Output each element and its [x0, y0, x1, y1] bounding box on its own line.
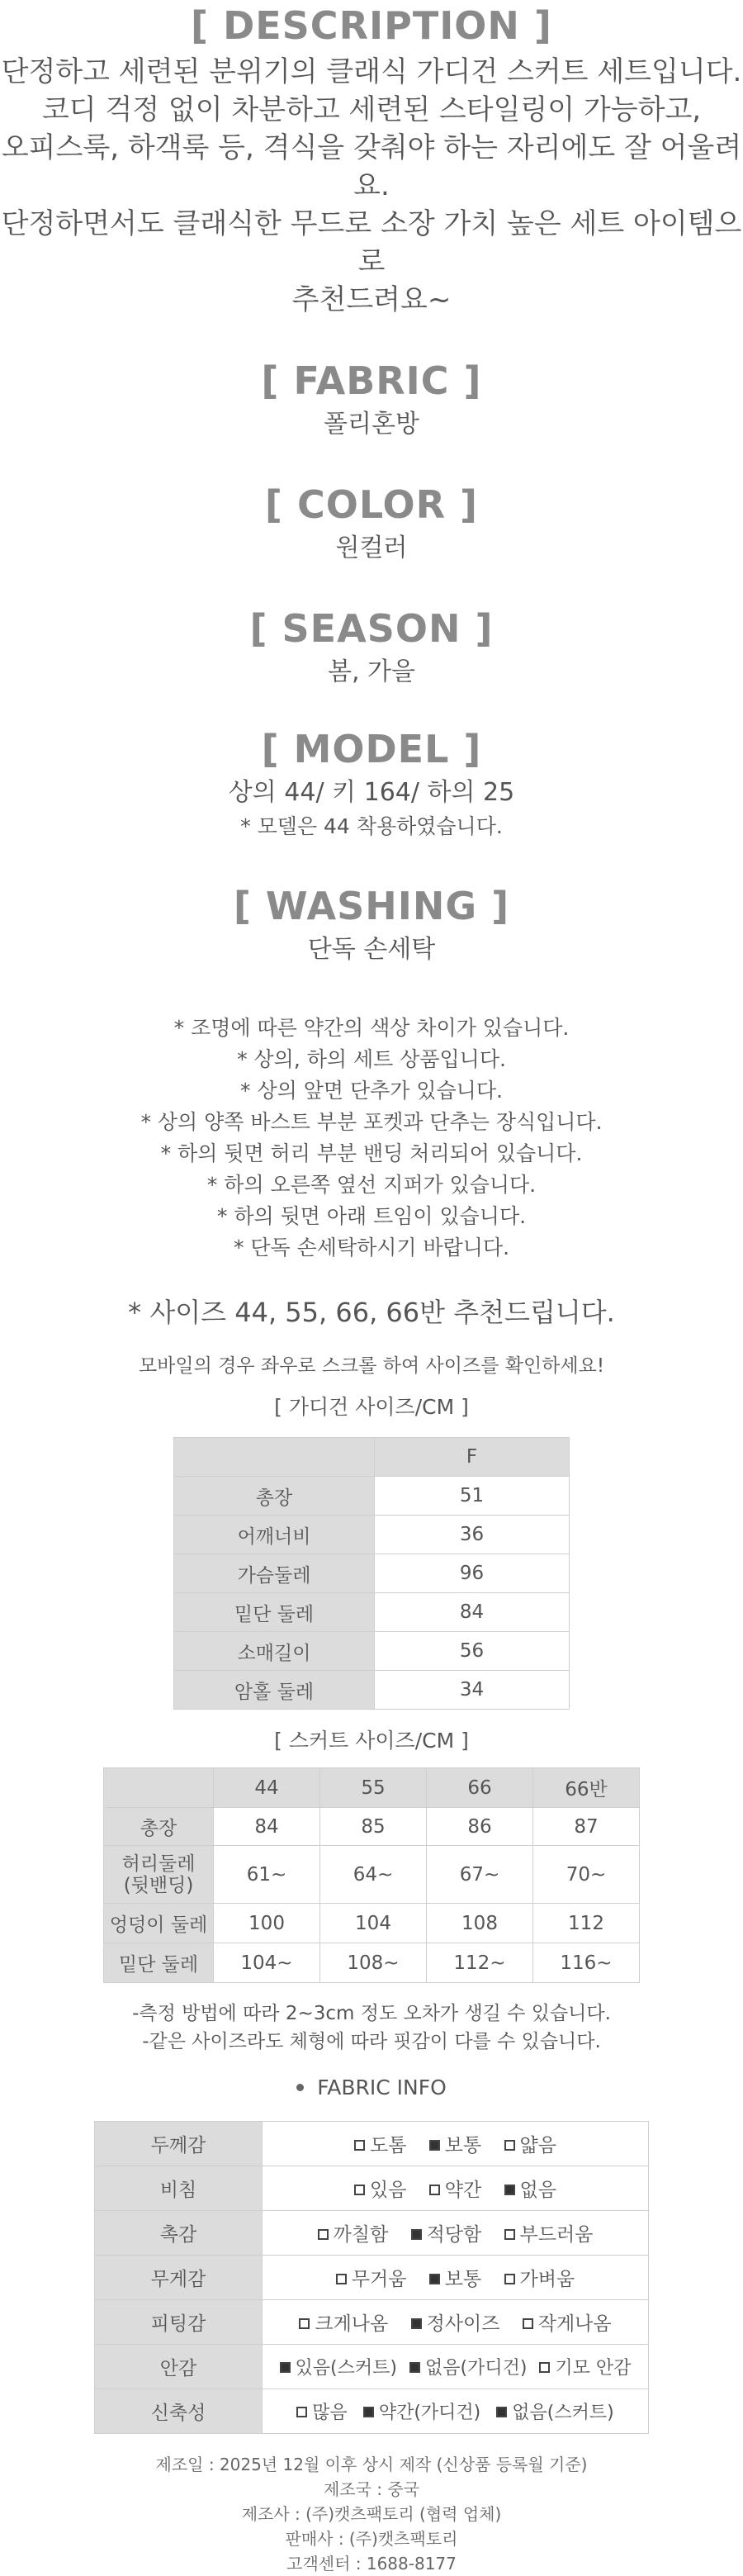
table-row	[174, 1671, 570, 1710]
model-section	[0, 727, 743, 842]
option-label: 기모 안감	[555, 2358, 632, 2379]
checkbox-empty-icon	[299, 2318, 310, 2329]
checkbox-filled-icon	[411, 2318, 422, 2329]
cell-value: 36	[375, 1516, 570, 1554]
column-header: 55	[320, 1768, 427, 1808]
cell-value: 85	[320, 1808, 427, 1846]
cell-value: 100	[214, 1904, 320, 1943]
size-recommendation: * 사이즈 44, 55, 66, 66반 추천드립니다.	[128, 1297, 615, 1328]
fabric-info-row	[95, 2166, 649, 2211]
cell-value: 84	[375, 1593, 570, 1632]
option-label: 부드러움	[519, 2224, 594, 2246]
fabric-attr-label: 두께감	[95, 2122, 263, 2166]
row-label: 밑단 둘레	[104, 1943, 214, 1983]
fabric-attr-options	[263, 2211, 649, 2256]
cardigan-table-title: [ 가디건 사이즈/CM ]	[274, 1395, 469, 1419]
model-note: * 모델은 44 착용하였습니다.	[240, 814, 503, 838]
row-label: 가슴둘레	[174, 1554, 375, 1593]
measure-note: -같은 사이즈라도 체형에 따라 핏감이 다를 수 있습니다.	[142, 2031, 601, 2052]
description-line: 추천드려요~	[291, 283, 452, 316]
table-row	[104, 1904, 640, 1943]
description-title: [ DESCRIPTION ]	[191, 3, 552, 48]
checkbox-empty-icon	[504, 2274, 515, 2284]
row-label	[104, 1846, 214, 1904]
cell-value: 84	[214, 1808, 320, 1846]
checkbox-filled-icon	[429, 2274, 440, 2284]
cell-value: 87	[533, 1808, 640, 1846]
fabric-attr-options	[263, 2122, 649, 2166]
table-corner	[104, 1768, 214, 1808]
table-row	[104, 1808, 640, 1846]
table-row	[174, 1516, 570, 1554]
cell-value: 104~	[214, 1943, 320, 1983]
fabric-info-title: FABRIC INFO	[317, 2076, 447, 2099]
cell-value: 108~	[320, 1943, 427, 1983]
fabric-info-row	[95, 2389, 649, 2434]
checkbox-filled-icon	[411, 2229, 422, 2240]
checkbox-filled-icon	[504, 2185, 515, 2195]
table-row	[174, 1554, 570, 1593]
checkbox-empty-icon	[336, 2274, 347, 2284]
fabric-info-row	[95, 2256, 649, 2300]
model-title: [ MODEL ]	[261, 727, 482, 771]
fabric-info-heading	[0, 2076, 743, 2099]
fabric-attr-options	[263, 2256, 649, 2300]
checkbox-empty-icon	[354, 2185, 365, 2195]
cell-value: 70~	[533, 1846, 640, 1904]
measure-notes	[0, 2000, 743, 2056]
cell-value: 67~	[427, 1846, 533, 1904]
option-label: 보통	[444, 2269, 482, 2290]
cell-value: 112~	[427, 1943, 533, 1983]
option-label: 있음(스커트)	[295, 2358, 397, 2379]
checkbox-empty-icon	[296, 2407, 307, 2417]
fabric-attr-options	[263, 2166, 649, 2211]
description-line: 오피스룩, 하객룩 등, 격식을 갖춰야 하는 자리에도 잘 어울려요.	[1, 131, 742, 202]
cell-value: 96	[375, 1554, 570, 1593]
checkbox-empty-icon	[354, 2140, 365, 2151]
fabric-attr-options	[263, 2300, 649, 2345]
option-label: 가벼움	[519, 2269, 575, 2290]
skirt-size-table	[103, 1767, 640, 1983]
fabric-title: [ FABRIC ]	[261, 358, 482, 403]
column-header: 44	[214, 1768, 320, 1808]
fabric-attr-label: 무게감	[95, 2256, 263, 2300]
row-label: 엉덩이 둘레	[104, 1904, 214, 1943]
product-notes	[0, 1013, 743, 1264]
column-header: 66반	[533, 1768, 640, 1808]
checkbox-empty-icon	[539, 2362, 550, 2373]
fabric-attr-label: 안감	[95, 2345, 263, 2389]
footer-line: 판매사 : (주)캣츠팩토리	[285, 2529, 458, 2549]
fabric-info-row	[95, 2300, 649, 2345]
checkbox-empty-icon	[523, 2318, 533, 2329]
fabric-attr-options	[263, 2389, 649, 2434]
washing-section	[0, 884, 743, 968]
table-row	[174, 1593, 570, 1632]
table-corner	[174, 1438, 375, 1477]
cardigan-size-table	[173, 1437, 570, 1710]
footer-line: 고객센터 : 1688-8177	[286, 2554, 457, 2574]
checkbox-empty-icon	[504, 2229, 515, 2240]
cell-value: 61~	[214, 1846, 320, 1904]
table-row	[174, 1632, 570, 1671]
color-title: [ COLOR ]	[264, 482, 479, 527]
row-label: 밑단 둘레	[174, 1593, 375, 1632]
description-text	[0, 53, 743, 319]
footer-line: 제조사 : (주)캣츠팩토리 (협력 업체)	[241, 2504, 502, 2524]
fabric-info-table	[94, 2121, 649, 2434]
note-item: * 상의, 하의 세트 상품입니다.	[237, 1047, 506, 1071]
option-label: 얇음	[519, 2135, 556, 2156]
note-item: * 하의 뒷면 아래 트임이 있습니다.	[216, 1204, 527, 1228]
row-label-line: (뒷밴딩)	[123, 1874, 194, 1896]
cell-value: 56	[375, 1632, 570, 1671]
checkbox-filled-icon	[409, 2362, 420, 2373]
option-label: 많음	[312, 2403, 348, 2423]
fabric-info-row	[95, 2345, 649, 2389]
option-label: 약간	[444, 2180, 482, 2201]
cell-value: 64~	[320, 1846, 427, 1904]
option-label: 없음(가디건)	[424, 2358, 528, 2379]
cell-value: 86	[427, 1808, 533, 1846]
fabric-attr-options	[263, 2345, 649, 2389]
checkbox-empty-icon	[429, 2185, 440, 2195]
option-label: 무거움	[351, 2269, 407, 2290]
season-title: [ SEASON ]	[249, 606, 494, 651]
footer-line: 제조국 : 중국	[323, 2479, 420, 2499]
fabric-section	[0, 358, 743, 443]
table-row	[104, 1943, 640, 1983]
table-row	[104, 1846, 640, 1904]
note-item: * 단독 손세탁하시기 바랍니다.	[233, 1236, 510, 1260]
cell-value: 116~	[533, 1943, 640, 1983]
description-line: 단정하면서도 클래식한 무드로 소장 가치 높은 세트 아이템으로	[1, 207, 742, 278]
bullet-icon	[296, 2084, 304, 2091]
note-item: * 조명에 따른 약간의 색상 차이가 있습니다.	[173, 1016, 570, 1040]
fabric-attr-label: 촉감	[95, 2211, 263, 2256]
cell-value: 34	[375, 1671, 570, 1710]
note-item: * 하의 뒷면 허리 부분 밴딩 처리되어 있습니다.	[160, 1141, 583, 1165]
footer-line: 제조일 : 2025년 12월 이후 상시 제작 (신상품 등록월 기준)	[155, 2455, 588, 2474]
note-item: * 하의 오른쪽 옆선 지퍼가 있습니다.	[206, 1173, 537, 1197]
row-label: 암홀 둘레	[174, 1671, 375, 1710]
cell-value: 104	[320, 1904, 427, 1943]
checkbox-filled-icon	[280, 2362, 291, 2373]
fabric-value: 폴리혼방	[324, 410, 419, 439]
row-label: 총장	[104, 1808, 214, 1846]
description-line: 코디 걱정 없이 차분하고 세련된 스타일링이 가능하고,	[41, 93, 702, 126]
description-line: 단정하고 세련된 분위기의 클래식 가디건 스커트 세트입니다.	[1, 55, 742, 88]
checkbox-filled-icon	[496, 2407, 507, 2417]
fabric-attr-label: 비침	[95, 2166, 263, 2211]
fabric-attr-label: 피팅감	[95, 2300, 263, 2345]
option-label: 크게나옴	[315, 2313, 389, 2335]
option-label: 약간(가디건)	[378, 2403, 481, 2423]
row-label-line: 허리둘레	[121, 1853, 196, 1875]
checkbox-empty-icon	[504, 2140, 515, 2151]
row-label: 총장	[174, 1477, 375, 1516]
measure-note: -측정 방법에 따라 2~3cm 정도 오차가 생길 수 있습니다.	[132, 2003, 611, 2024]
table-row	[174, 1477, 570, 1516]
option-label: 없음	[519, 2180, 556, 2201]
season-section	[0, 606, 743, 690]
note-item: * 상의 앞면 단추가 있습니다.	[240, 1079, 503, 1103]
option-label: 도톰	[370, 2135, 407, 2156]
option-label: 없음(스커트)	[512, 2403, 614, 2423]
option-label: 정사이즈	[426, 2313, 500, 2335]
product-footer-info	[0, 2452, 743, 2576]
color-value: 원컬러	[335, 534, 408, 562]
checkbox-filled-icon	[363, 2407, 374, 2417]
option-label: 적당함	[426, 2224, 482, 2246]
fabric-info-row	[95, 2211, 649, 2256]
fabric-info-row	[95, 2122, 649, 2166]
column-header: F	[375, 1438, 570, 1477]
cell-value: 51	[375, 1477, 570, 1516]
option-label: 있음	[370, 2180, 407, 2201]
option-label: 작게나옴	[537, 2313, 612, 2335]
washing-value: 단독 손세탁	[307, 935, 436, 964]
row-label: 어깨너비	[174, 1516, 375, 1554]
row-label: 소매길이	[174, 1632, 375, 1671]
cell-value: 108	[427, 1904, 533, 1943]
fabric-attr-label: 신축성	[95, 2389, 263, 2434]
model-value: 상의 44/ 키 164/ 하의 25	[228, 778, 515, 807]
washing-title: [ WASHING ]	[233, 884, 510, 928]
checkbox-empty-icon	[318, 2229, 329, 2240]
option-label: 까칠함	[333, 2224, 389, 2246]
option-label: 보통	[444, 2135, 482, 2156]
skirt-table-title: [ 스커트 사이즈/CM ]	[274, 1729, 469, 1753]
color-section	[0, 482, 743, 567]
season-value: 봄, 가을	[327, 657, 415, 686]
cell-value: 112	[533, 1904, 640, 1943]
column-header: 66	[427, 1768, 533, 1808]
note-item: * 상의 양쪽 바스트 부분 포켓과 단추는 장식입니다.	[140, 1110, 603, 1134]
description-section	[0, 0, 743, 319]
checkbox-filled-icon	[429, 2140, 440, 2151]
mobile-scroll-note: 모바일의 경우 좌우로 스크롤 하여 사이즈를 확인하세요!	[138, 1355, 605, 1377]
